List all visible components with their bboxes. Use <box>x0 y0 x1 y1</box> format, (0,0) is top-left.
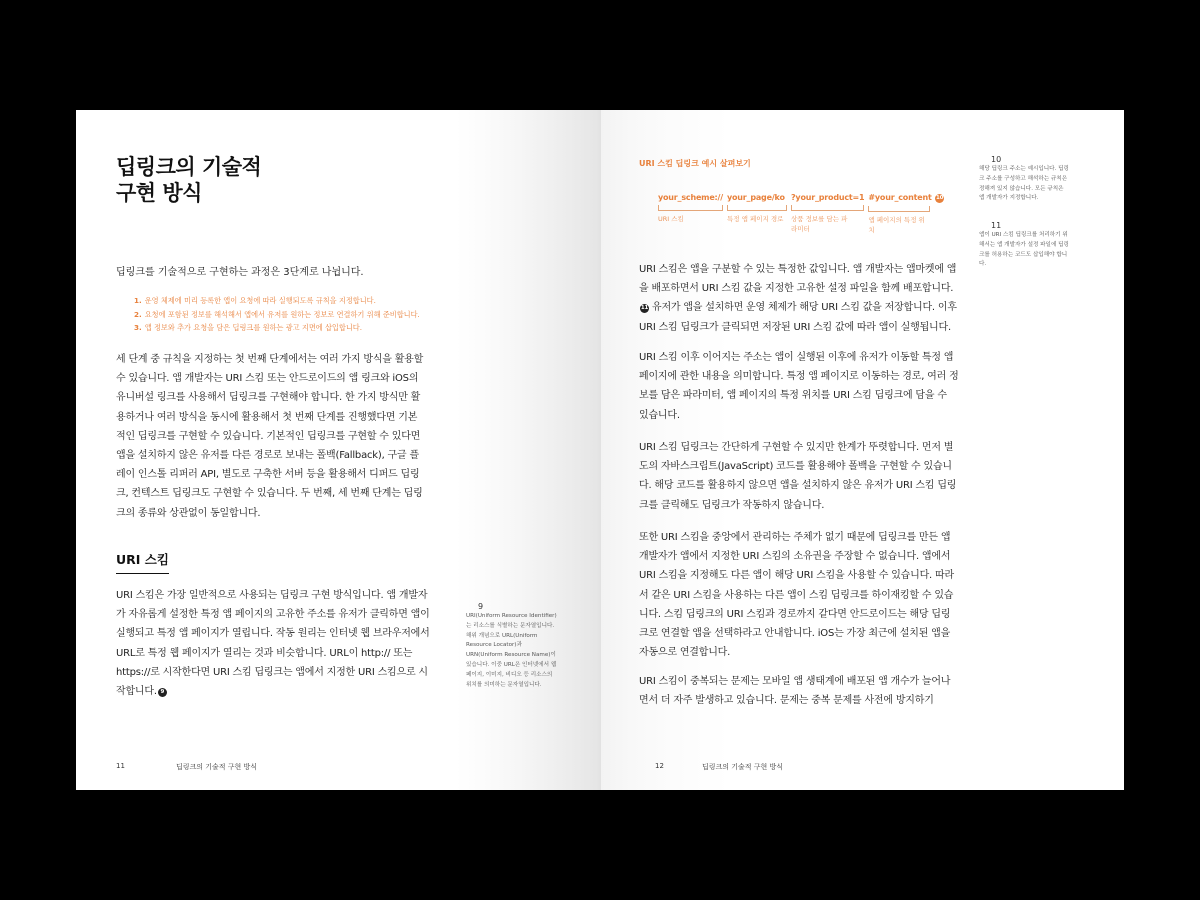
footnote-marker-icon: 9 <box>158 688 167 697</box>
body-paragraph: 세 단계 중 규칙을 지정하는 첫 번째 단계에서는 여러 가지 방식을 활용할 수 있습니다. 앱 개발자는 URI 스킴 또는 안드로이드의 앱 링크와 iOS의 유니버설 링크를 사용해서 딥링크를 구현해야 합니다. 한 가지 방식만 활용하거나 여러 방식을 동시에 활용해서 첫 번째 단계를 진행했다면 기본적인 딥링크를 구현할 수 있습니다. 기본적인 딥링크를 구현할 수 있다면 앱을 설치하지 않은 유저를 다른 경로로 보내는 폴백(Fallback), 구글 플레이 인스톨 리퍼러 API, 별도로 구축한 서버 등을 활용해서 디퍼드 딥링크, 컨텍스트 딥링크도 구현할 수 있습니다. 두 번째, 세 번째 단계는 딥링크의 종류와 상관없이 동일합니다. <box>116 354 424 519</box>
body-paragraph <box>639 260 959 337</box>
side-note <box>466 602 558 690</box>
segment-code: ?your_product=1 <box>790 193 865 202</box>
segment-code: your_scheme:// <box>658 193 723 202</box>
segment-label: 특정 앱 페이지 경로 <box>726 215 784 223</box>
paragraph-text: URI 스킴은 가장 일반적으로 사용되는 딥링크 구현 방식입니다. 앱 개발자가 자유롭게 설정한 특정 앱 페이지의 고유한 주소를 유저가 클릭하면 앱이 실행되고 특정 앱 페이지가 열립니다. 작동 원리는 인터넷 웹 브라우저에서 URL로 특정 웹 페이지가 열리는 것과 비슷합니다. URL이 http:// 또는 https://로 시작한다면 URI 스킴 딥링크는 앱에서 지정한 URI 스킴으로 시작합니다. <box>116 590 430 698</box>
book-spread <box>76 110 1124 790</box>
intro-text: 딥링크를 기술적으로 구현하는 과정은 3단계로 나뉩니다. <box>116 267 364 278</box>
diagram-segment <box>658 193 723 235</box>
segment-code-text: #your_content <box>868 193 932 202</box>
diagram-title: URI 스킴 딥링크 예시 살펴보기 <box>639 159 751 168</box>
bracket-icon <box>727 205 787 211</box>
step-item <box>134 308 420 322</box>
segment-code <box>868 193 944 203</box>
step-number: 3. <box>134 323 142 332</box>
side-note <box>979 155 1069 204</box>
left-page <box>76 110 601 790</box>
body-paragraph: URI 스킴 이후 이어지는 주소는 앱이 실행된 이후에 유저가 이동할 특정 앱 페이지에 관한 내용을 의미합니다. 특정 앱 페이지로 이동하는 경로, 여러 정보를 담은 파라미터, 앱 페이지의 특정 위치를 URI 스킴 딥링크에 담을 수 있습니다. <box>639 352 959 421</box>
segment-code: your_page/ko <box>726 193 785 202</box>
step-text: 요청에 포함된 정보를 해석해서 앱에서 유저를 원하는 정보로 연결하기 위해 준비합니다. <box>144 309 420 319</box>
step-number: 1. <box>134 296 142 305</box>
side-note-text: 해당 딥링크 주소는 예시입니다. 딥링크 주소를 구성하고 해석하는 규칙은 정해져 있지 않습니다. 모든 규칙은 앱 개발자가 지정합니다. <box>979 166 1069 202</box>
diagram-segment <box>868 193 944 235</box>
chapter-title-line1: 딥링크의 기술적 <box>116 155 262 179</box>
diagram-segment <box>727 193 787 235</box>
footnote-marker-icon: 10 <box>936 195 944 201</box>
footnote-marker-icon: 11 <box>640 305 649 312</box>
section-heading: URI 스킴 <box>116 550 169 574</box>
side-note <box>979 221 1069 270</box>
segment-label: 상품 정보를 담는 파라미터 <box>790 215 848 233</box>
page-number: 12 <box>655 762 664 770</box>
right-page <box>601 110 1124 790</box>
chapter-title <box>116 154 261 206</box>
side-note-number: 11 <box>991 221 1002 230</box>
running-title: 딥링크의 기술적 구현 방식 <box>176 763 258 771</box>
body-paragraph: URI 스킴 딥링크는 간단하게 구현할 수 있지만 한계가 뚜렷합니다. 먼저 별도의 자바스크립트(JavaScript) 코드를 활용해야 폴백을 구현할 수 있습니다. 해당 코드를 활용하지 않으면 앱을 설치하지 않은 유저가 URI 스킴 딥링크를 클릭해도 딥링크가 작동하지 않습니다. <box>639 442 957 511</box>
running-title: 딥링크의 기술적 구현 방식 <box>702 763 784 771</box>
side-note-number: 10 <box>991 155 1002 164</box>
side-note-text: 앱이 URI 스킴 딥링크를 처리하기 위해서는 앱 개발자가 설정 파일에 딥링크를 허용하는 코드도 삽입해야 합니다. <box>979 232 1069 268</box>
bracket-icon <box>791 205 864 211</box>
paragraph-text: 유저가 앱을 설치하면 운영 체제가 해당 URI 스킴 값을 저장합니다. 이후 URI 스킴 딥링크가 클릭되면 저장된 URI 스킴 값에 따라 앱이 실행됩니다. <box>639 302 957 333</box>
bracket-icon <box>658 205 723 211</box>
page-number: 11 <box>116 762 125 770</box>
body-paragraph: 또한 URI 스킴을 중앙에서 관리하는 주체가 없기 때문에 딥링크를 만든 앱 개발자가 앱에서 지정한 URI 스킴의 소유권을 주장할 수 없습니다. 앱에서 URI 스킴을 지정해도 다른 앱이 해당 URI 스킴을 사용할 수 있습니다. 따라서 같은 URI 스킴을 사용하는 다른 앱이 스킴 딥링크를 하이재킹할 수 있습니다. 스킴 딥링크의 URI 스킴과 경로까지 같다면 안드로이드는 해당 딥링크로 연결할 앱을 선택하라고 안내합니다. iOS는 가장 최근에 설치된 앱을 자동으로 연결합니다. <box>639 532 954 659</box>
step-text: 앱 정보와 추가 요청을 담은 딥링크를 원하는 광고 지면에 삽입합니다. <box>144 323 362 332</box>
step-number: 2. <box>134 309 142 319</box>
bracket-icon <box>868 206 930 212</box>
paragraph-text: URI 스킴은 앱을 구분할 수 있는 특정한 값입니다. 앱 개발자는 앱마켓에 앱을 배포하면서 URI 스킴 값을 지정한 고유한 설정 파일을 함께 배포합니다. <box>639 264 957 295</box>
body-paragraph: URI 스킴이 중복되는 문제는 모바일 앱 생태계에 배포된 앱 개수가 늘어나면서 더 자주 발생하고 있습니다. 문제는 중복 문제를 사전에 방지하기 <box>639 676 951 707</box>
segment-label: 앱 페이지의 특정 위치 <box>868 216 925 234</box>
uri-diagram <box>658 193 948 235</box>
body-paragraph <box>116 586 436 701</box>
segment-label: URI 스킴 <box>658 215 684 223</box>
step-text: 운영 체제에 미리 등록한 앱이 요청에 따라 실행되도록 규칙을 지정합니다. <box>144 296 376 305</box>
diagram-segment <box>791 193 864 235</box>
step-item <box>134 321 420 335</box>
steps-list <box>134 294 420 335</box>
chapter-title-line2: 구현 방식 <box>116 181 202 205</box>
step-item <box>134 294 420 308</box>
side-note-number: 9 <box>478 602 484 611</box>
side-note-text: URI(Uniform Resource Identifier)는 리소스를 식별하는 문자열입니다. 해위 개념으로 URL(Uniform Resource Locator)과 URN(Uniform Resource Name)이 있습니다. 이중 URL은 인터넷에서 웹 페이지, 이미지, 비디오 등 리소스의 위치를 의미하는 문자열입니다. <box>466 613 557 688</box>
